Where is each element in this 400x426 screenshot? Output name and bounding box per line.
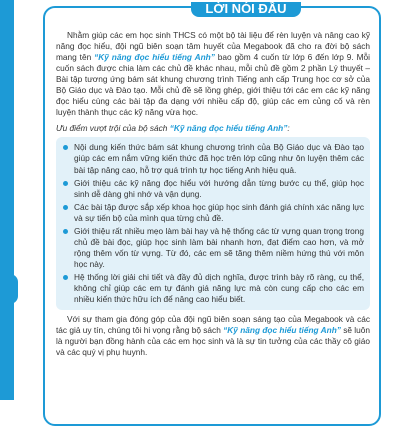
left-decor-notch [10, 274, 18, 304]
preface-content [56, 30, 370, 358]
advantage-text: Hệ thống lời giải chi tiết và đầy đủ dịch nghĩa, được trình bày rõ ràng, cụ thể, không chỉ giúp các em tự đánh giá năng lực mà còn cung cấp cho các em nhiều kiến thức hữu ích để nâng cao hiểu biết. [74, 271, 364, 305]
closing-text-1: Với sự tham gia đóng góp của đội ngũ biên soạn sáng tạo của Megabook và các tác giả uy tín, chúng tôi hi vọng rằng bộ sách [56, 314, 370, 336]
advantages-heading [56, 123, 370, 134]
advantage-text: Các bài tập được sắp xếp khoa học giúp học sinh đánh giá chính xác năng lực và sự tiến bộ của mình qua từng chủ đề. [74, 201, 364, 223]
advantages-box [56, 137, 370, 310]
bullet-dot-icon [63, 145, 68, 150]
bullet-dot-icon [63, 275, 68, 280]
intro-text-1: Nhằm giúp các em học sinh THCS có một bộ tài liệu để rèn luyện và nâng cao kỹ năng đọc hiểu, đội ngũ biên soạn tâm huyết của Megabook đã cho ra đời bộ sách mang tên [56, 30, 370, 63]
closing-text-2: sẽ luôn là người bạn đồng hành của các em học sinh và là sự tin tưởng của các thầy cô giáo và các quý vị phụ huynh. [56, 325, 370, 358]
advantage-item [62, 202, 364, 224]
bullet-dot-icon [63, 205, 68, 210]
closing-paragraph [56, 314, 370, 358]
advantage-text: Giới thiệu các kỹ năng đọc hiểu với hướng dẫn từng bước cụ thể, giúp học sinh dễ dàng ghi nhớ và vận dụng. [74, 177, 364, 199]
advantages-heading-text: Ưu điểm vượt trội của bộ sách [56, 123, 170, 134]
advantage-text: Giới thiệu rất nhiều mẹo làm bài hay và hệ thống các từ vựng quan trọng trong chủ đề bài đọc, giúp học sinh làm bài nhanh hơn, đạt điểm cao hơn, và mở rộng thêm vốn từ vựng. Từ đó, các em sẽ tăng thêm niềm hứng thú với môn học này. [74, 225, 364, 269]
left-decor-bar [0, 0, 14, 400]
intro-paragraph [56, 30, 370, 118]
advantage-text: Nội dung kiến thức bám sát khung chương trình của Bộ Giáo dục và Đào tạo giúp các em nắm vững kiến thức đã học trên lớp cũng như ôn luyện thêm các bài tập nâng cao, hỗ trợ quá trình tự học tiếng Anh hiệu quả. [74, 142, 364, 175]
advantages-heading-end: : [287, 123, 290, 134]
advantages-book-name: “Kỹ năng đọc hiểu tiếng Anh” [169, 123, 288, 134]
intro-text-2: bao gồm 4 cuốn từ lớp 6 đến lớp 9. Mỗi cuốn sách được chia làm các chủ đề khác nhau, mỗi chủ đề gồm 2 phần Lý thuyết – Bài tập tương ứng bám sát khung chương trình Tiếng anh cấp Trung học cơ sở của Bộ Giáo dục và Đào tạo. Mỗi chủ đề sẽ lồng ghép, giới thiệu tới các em các kỹ năng đọc hiểu cùng các bài tập đa dạng với nhiều cấp độ, giúp các em củng cố và rèn luyện thành thục các kỹ năng vừa học. [56, 52, 370, 118]
advantage-item [62, 142, 364, 175]
advantage-item [62, 226, 364, 270]
advantage-item [62, 178, 364, 200]
bullet-dot-icon [63, 181, 68, 186]
bullet-dot-icon [63, 229, 68, 234]
closing-book-name: “Kỹ năng đọc hiểu tiếng Anh” [223, 325, 341, 336]
intro-book-name: “Kỹ năng đọc hiểu tiếng Anh” [94, 52, 215, 63]
page-title: LỜI NÓI ĐẦU [191, 2, 301, 17]
advantage-item [62, 272, 364, 305]
